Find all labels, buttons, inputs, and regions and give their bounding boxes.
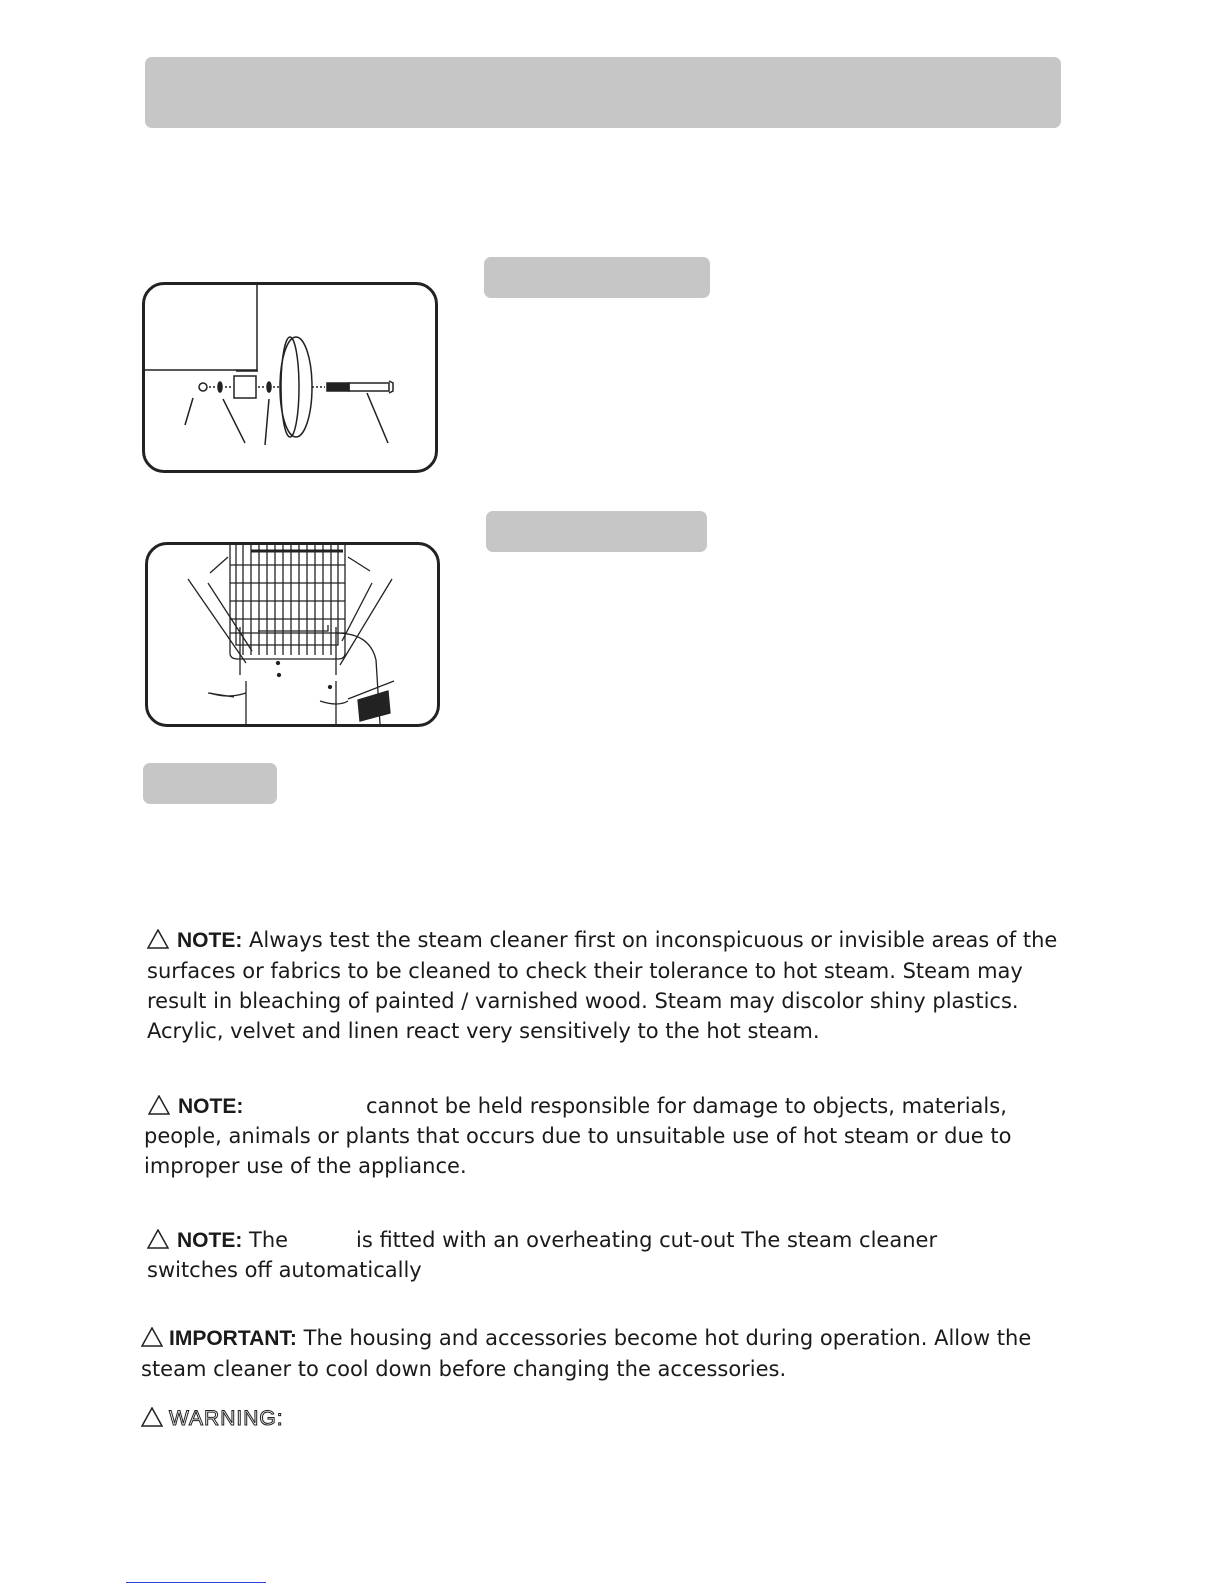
important-text-1: The housing and accessories become hot during operation. Allow the bbox=[303, 1326, 1032, 1350]
note-3-text-1a: The bbox=[249, 1228, 289, 1252]
important-line-1 bbox=[141, 1323, 1031, 1354]
warning-label: WARNING: bbox=[169, 1407, 284, 1430]
important-text-2: steam cleaner to cool down before changing the accessories. bbox=[141, 1357, 787, 1381]
note-1-text-3: result in bleaching of painted / varnished wood. Steam may discolor shiny plastics. bbox=[147, 989, 1019, 1013]
note-2-text-2: people, animals or plants that occurs due to unsuitable use of hot steam or due to bbox=[144, 1124, 1012, 1148]
note-3-line-1 bbox=[147, 1225, 938, 1255]
note-3-text-2: switches off automatically bbox=[147, 1258, 422, 1282]
note-block-3 bbox=[147, 1225, 938, 1285]
note-2-text-3: improper use of the appliance. bbox=[144, 1154, 467, 1178]
note-2-text-1: cannot be held responsible for damage to objects, materials, bbox=[366, 1094, 1007, 1118]
wheel-assembly-drawing bbox=[145, 285, 435, 470]
wheel-assembly-illustration bbox=[142, 282, 438, 473]
important-block bbox=[141, 1323, 1031, 1384]
note-1-label: NOTE: bbox=[177, 929, 243, 952]
note-2-label: NOTE: bbox=[178, 1095, 244, 1118]
note-1-text-2: surfaces or fabrics to be cleaned to check their tolerance to hot steam. Steam may bbox=[147, 959, 1023, 983]
note-1-line-1 bbox=[147, 925, 1057, 956]
warning-triangle-icon bbox=[147, 1229, 169, 1249]
warning-block bbox=[141, 1403, 284, 1434]
warning-triangle-icon bbox=[141, 1327, 163, 1347]
basket-mounting-illustration bbox=[145, 542, 440, 727]
basket-mounting-drawing bbox=[148, 545, 437, 724]
warning-triangle-icon bbox=[148, 1095, 170, 1115]
note-3-text-1b: is fitted with an overheating cut-out The steam cleaner bbox=[356, 1228, 938, 1252]
important-label: IMPORTANT: bbox=[169, 1327, 297, 1350]
warning-triangle-icon bbox=[141, 1407, 163, 1427]
footer-link-underline[interactable] bbox=[126, 1582, 266, 1583]
header-bar bbox=[145, 57, 1061, 128]
note-3-label: NOTE: bbox=[177, 1229, 243, 1252]
section-label-bar-3 bbox=[143, 763, 277, 804]
section-label-bar-1 bbox=[484, 257, 710, 298]
note-block-2 bbox=[144, 1091, 1011, 1181]
note-1-text-1: Always test the steam cleaner first on inconspicuous or invisible areas of the bbox=[249, 928, 1058, 952]
note-block-1 bbox=[147, 925, 1057, 1046]
warning-triangle-icon bbox=[147, 929, 169, 949]
note-1-text-4: Acrylic, velvet and linen react very sensitively to the hot steam. bbox=[147, 1019, 820, 1043]
section-label-bar-2 bbox=[486, 511, 707, 552]
note-2-line-1 bbox=[144, 1091, 1011, 1121]
